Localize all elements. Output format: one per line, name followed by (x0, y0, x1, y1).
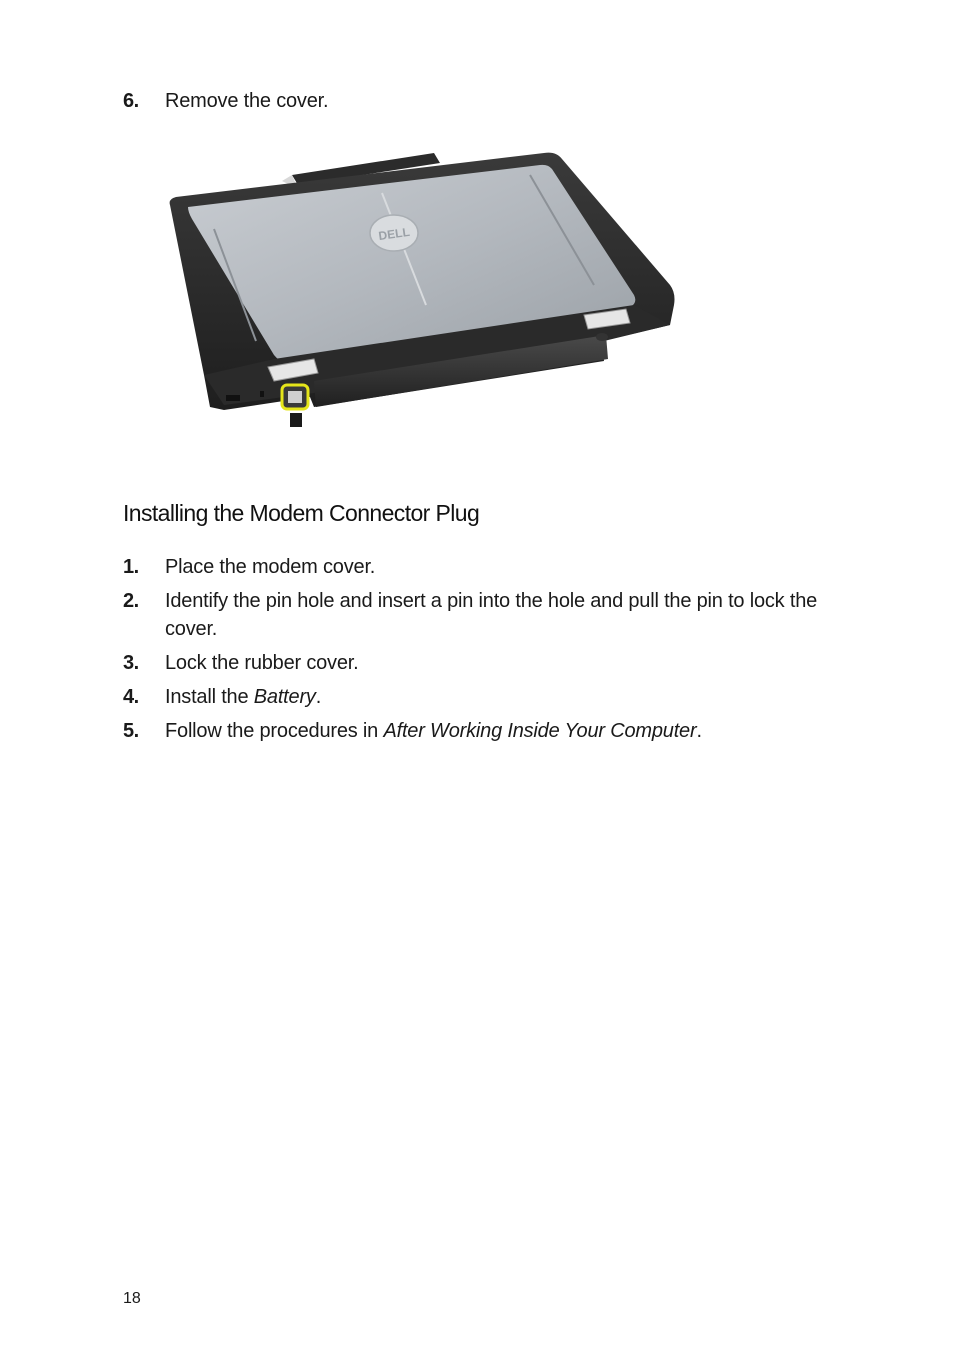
step-text-prefix: Install the (165, 686, 254, 708)
step-text: Remove the cover. (165, 90, 329, 112)
step-text: Lock the rubber cover. (165, 652, 359, 674)
step-text-prefix: Follow the procedures in (165, 720, 384, 742)
step-text-suffix: . (315, 686, 322, 708)
step-text (165, 683, 865, 711)
logo-text: DELL (377, 224, 411, 244)
step-number: 1. (123, 556, 139, 578)
step-number: 5. (123, 720, 139, 742)
step-text-suffix: . (696, 720, 702, 742)
step-number: 3. (123, 652, 139, 674)
page-number: 18 (123, 1290, 141, 1307)
step-number: 4. (123, 686, 139, 708)
step-text: Identify the pin hole and insert a pin into the hole and pull the pin to lock the cover. (165, 590, 818, 640)
laptop-image (164, 145, 684, 435)
step-number: 6. (123, 90, 139, 112)
battery-link[interactable]: Battery (253, 686, 316, 708)
step-text (165, 717, 865, 745)
step-number: 2. (123, 590, 139, 612)
step-text: Place the modem cover. (165, 556, 376, 578)
after-working-link[interactable]: After Working Inside Your Computer (383, 720, 697, 742)
section-title: Installing the Modem Connector Plug (123, 500, 480, 526)
